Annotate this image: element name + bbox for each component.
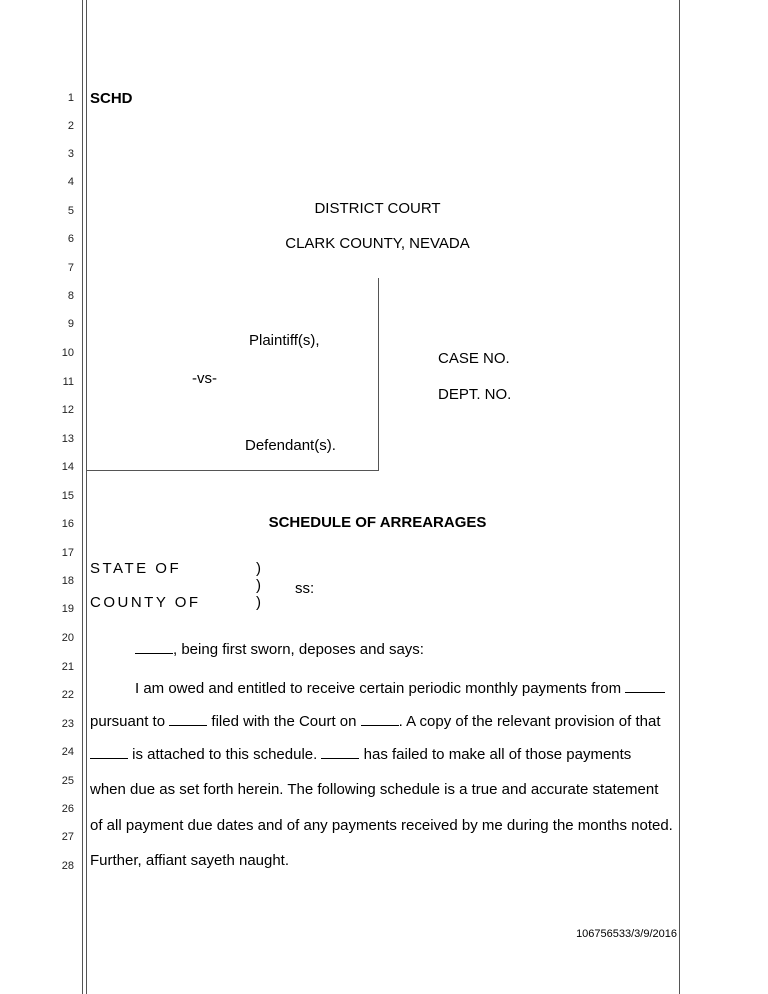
- line-number: 18: [61, 575, 74, 587]
- line-number: 5: [67, 205, 74, 217]
- body-line-1: [135, 680, 665, 697]
- document-title: SCHEDULE OF ARREARAGES: [268, 514, 487, 531]
- case-number-label: CASE NO.: [438, 350, 510, 367]
- line-number: 9: [67, 318, 74, 330]
- body-line-4: when due as set forth herein. The following schedule is a true and accurate statement: [90, 781, 659, 798]
- line-number: 17: [61, 547, 74, 559]
- vs-label: -vs-: [192, 370, 217, 387]
- line-number: 2: [67, 120, 74, 132]
- venue-ss: ss:: [295, 580, 315, 597]
- body-text: is attached to this schedule.: [132, 746, 318, 763]
- line-number: 15: [61, 490, 74, 502]
- order-blank[interactable]: [169, 713, 207, 726]
- line-number: 12: [61, 404, 74, 416]
- body-line-6: Further, affiant sayeth naught.: [90, 852, 290, 869]
- body-text: . A copy of the relevant provision of that: [398, 713, 661, 730]
- line-number: 27: [61, 831, 74, 843]
- line-number: 20: [61, 632, 74, 644]
- line-number: 16: [61, 518, 74, 530]
- obligor-blank[interactable]: [321, 746, 359, 759]
- line-number: 3: [67, 148, 74, 160]
- line-number: 14: [61, 461, 74, 473]
- plaintiff-label: Plaintiff(s),: [249, 332, 320, 349]
- line-number: 24: [61, 746, 74, 758]
- venue-state: STATE OF: [90, 560, 182, 577]
- line-number: 22: [61, 689, 74, 701]
- court-county: CLARK COUNTY, NEVADA: [285, 235, 470, 252]
- filing-date-blank[interactable]: [361, 713, 399, 726]
- line-number: 1: [67, 92, 74, 104]
- body-line-3: [90, 746, 631, 763]
- department-number-label: DEPT. NO.: [438, 386, 512, 403]
- body-line-2: [90, 713, 660, 730]
- line-number: 4: [67, 176, 74, 188]
- line-number: 13: [61, 433, 74, 445]
- caption-box-right-rule: [378, 278, 379, 471]
- document-id: 106756533/3/9/2016: [576, 928, 677, 940]
- line-number: 26: [61, 803, 74, 815]
- document-blank[interactable]: [90, 746, 128, 759]
- line-number: 8: [67, 290, 74, 302]
- affiant-line-text: , being first sworn, deposes and says:: [173, 641, 424, 658]
- line-number: 19: [61, 603, 74, 615]
- left-margin-rule-2: [86, 0, 87, 994]
- line-number: 23: [61, 718, 74, 730]
- line-number: 6: [67, 233, 74, 245]
- venue-paren: ): [256, 577, 261, 594]
- line-number: 28: [61, 860, 74, 872]
- venue-paren: ): [256, 594, 261, 611]
- venue-county: COUNTY OF: [90, 594, 201, 611]
- line-number: 11: [62, 376, 74, 388]
- line-number: 25: [61, 775, 74, 787]
- body-text: has failed to make all of those payments: [363, 746, 632, 763]
- affiant-name-blank[interactable]: [135, 641, 173, 654]
- venue-paren: ): [256, 560, 261, 577]
- body-text: I am owed and entitled to receive certain periodic monthly payments from: [135, 680, 622, 697]
- body-text: filed with the Court on: [211, 713, 357, 730]
- line-number: 10: [61, 347, 74, 359]
- line-number: 7: [67, 262, 74, 274]
- caption-box-bottom-rule: [86, 470, 379, 471]
- document-code: SCHD: [90, 90, 133, 107]
- affiant-line: [135, 641, 424, 658]
- payor-blank[interactable]: [625, 680, 665, 693]
- body-line-5: of all payment due dates and of any payments received by me during the months noted.: [90, 817, 673, 834]
- court-name: DISTRICT COURT: [314, 200, 441, 217]
- body-text: pursuant to: [90, 713, 166, 730]
- left-margin-rule-1: [82, 0, 83, 994]
- defendant-label: Defendant(s).: [245, 437, 336, 454]
- line-number: 21: [61, 661, 74, 673]
- right-margin-rule: [679, 0, 680, 994]
